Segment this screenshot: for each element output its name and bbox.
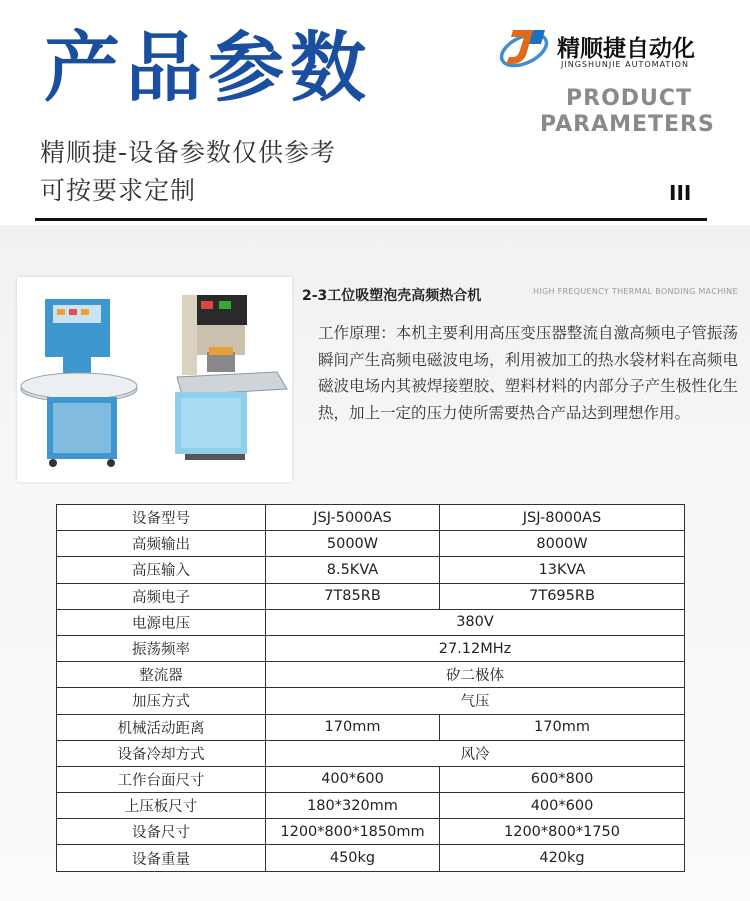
table-cell: 振荡频率 [57,635,266,661]
table-cell: 高频输出 [57,531,266,557]
table-cell: 180*320mm [266,793,440,819]
table-row [57,845,685,871]
table-cell: 矽二极体 [266,662,685,688]
table-row [57,740,685,766]
table-cell: 设备重量 [57,845,266,871]
table-cell: JSJ-8000AS [440,505,685,531]
logo-mark-icon [497,22,555,74]
table-row [57,819,685,845]
header-divider [35,218,707,221]
table-cell: 1200*800*1850mm [266,819,440,845]
table-cell: 加压方式 [57,688,266,714]
table-cell: 电源电压 [57,609,266,635]
table-cell: 设备型号 [57,505,266,531]
machine-left-image [21,299,137,467]
machine-right-image [175,295,287,460]
subtitle-line-2: 可按要求定制 [40,176,197,205]
table-cell: 工作台面尺寸 [57,766,266,792]
table-cell: 600*800 [440,766,685,792]
table-cell: 上压板尺寸 [57,793,266,819]
table-row [57,635,685,661]
page-title: 产品参数 [44,23,372,112]
table-cell: 气压 [266,688,685,714]
table-cell: 机械活动距离 [57,714,266,740]
table-row [57,766,685,792]
table-cell: 高频电子 [57,583,266,609]
table-cell: 170mm [440,714,685,740]
table-cell: 7T695RB [440,583,685,609]
table-row [57,793,685,819]
table-row [57,609,685,635]
product-parameters-line-1: PRODUCT [566,86,693,111]
table-cell: 风冷 [266,740,685,766]
table-cell: 1200*800*1750 [440,819,685,845]
table-cell: 整流器 [57,662,266,688]
table-cell: 高压输入 [57,557,266,583]
product-parameters-line-2: PARAMETERS [540,112,715,137]
table-row [57,714,685,740]
table-cell: 8000W [440,531,685,557]
table-row [57,531,685,557]
decorative-bars: III [669,181,692,205]
table-row [57,662,685,688]
table-cell: 5000W [266,531,440,557]
logo-english: JINGSHUNJIE AUTOMATION [561,60,689,69]
product-description: 工作原理：本机主要利用高压变压器整流自激高频电子管振荡瞬间产生高频电磁波电场，利用被加工的热水袋材料在高频电磁波电场内其被焊接塑胶、塑料材料的内部分子产生极性化生热，加上一定的压力使所需要热合产品达到理想作用。 [318,324,738,422]
table-cell: 380V [266,609,685,635]
table-cell: 170mm [266,714,440,740]
table-cell: 设备冷却方式 [57,740,266,766]
product-name: 2-3工位吸塑泡壳高频热合机 [302,288,482,304]
table-row [57,505,685,531]
product-name-english: HIGH FREQUENCY THERMAL BONDING MACHINE [533,287,738,296]
parameters-table [56,504,685,872]
table-row [57,583,685,609]
table-cell: 400*600 [440,793,685,819]
product-image-panel [17,277,292,482]
subtitle-line-1: 精顺捷-设备参数仅供参考 [40,138,337,167]
table-row [57,557,685,583]
table-cell: 450kg [266,845,440,871]
table-row [57,688,685,714]
table-cell: 13KVA [440,557,685,583]
table-cell: 27.12MHz [266,635,685,661]
brand-logo [497,22,717,77]
table-cell: 420kg [440,845,685,871]
machine-photos [17,277,292,482]
table-cell: JSJ-5000AS [266,505,440,531]
logo-name: 精顺捷自动化 [557,36,695,62]
table-cell: 400*600 [266,766,440,792]
table-cell: 设备尺寸 [57,819,266,845]
table-cell: 8.5KVA [266,557,440,583]
table-cell: 7T85RB [266,583,440,609]
